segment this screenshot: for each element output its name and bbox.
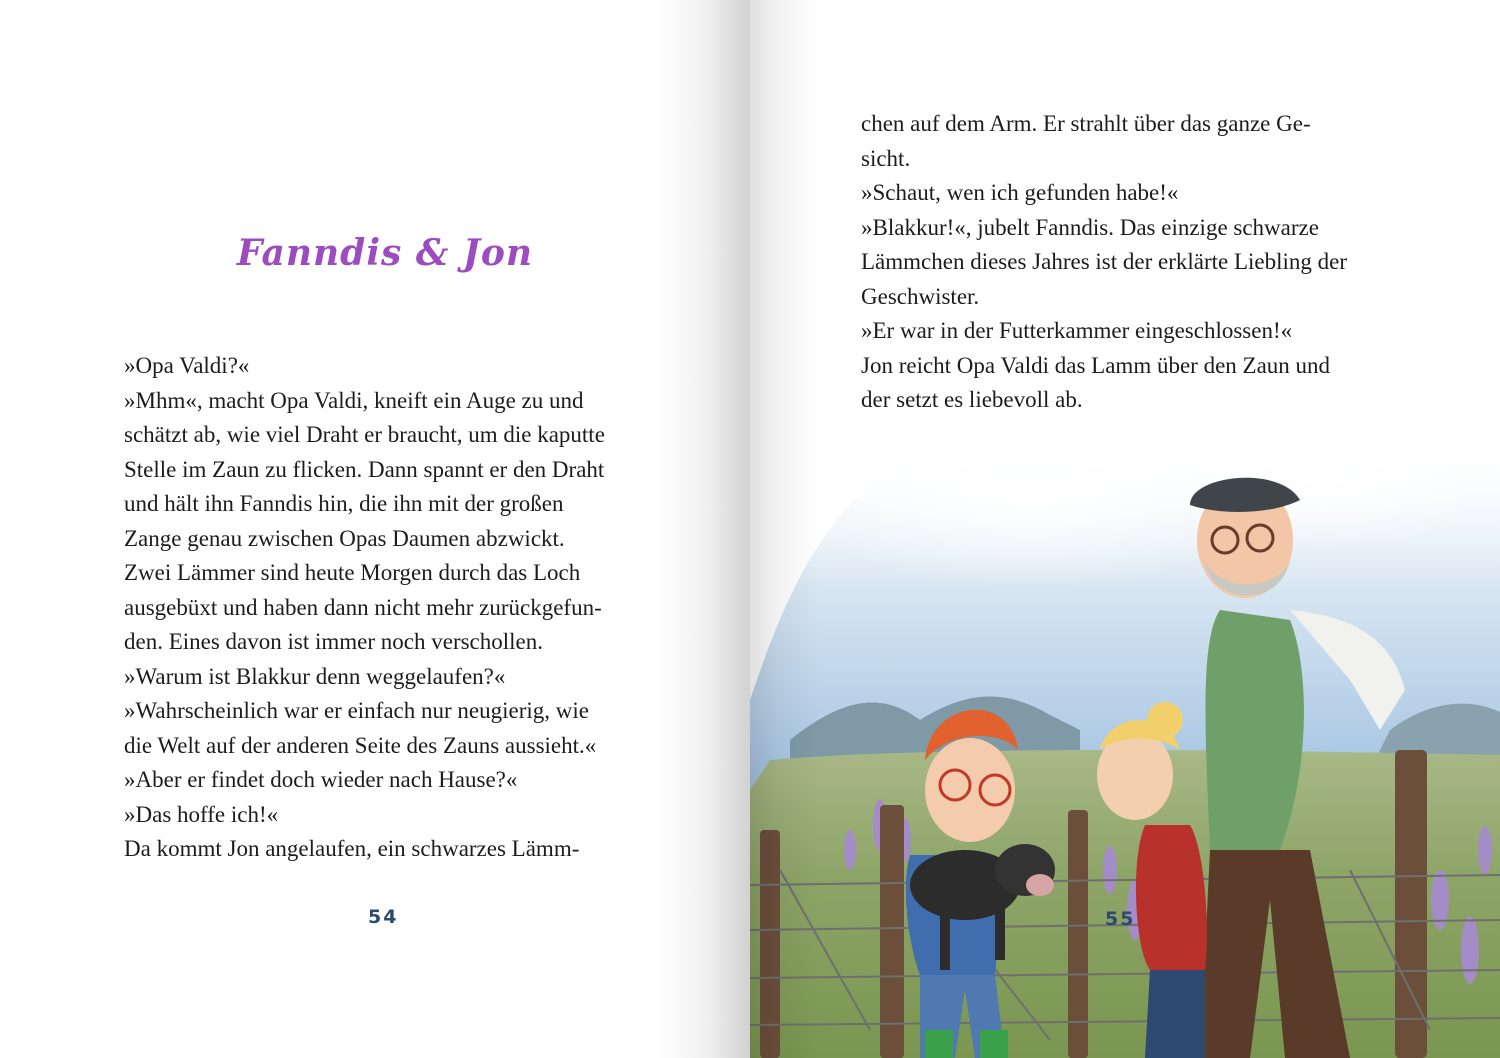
text-line: Lämmchen dieses Jahres ist der erklärte Liebling der xyxy=(861,249,1348,274)
text-line: den. Eines davon ist immer noch verschollen. xyxy=(124,629,544,654)
left-page-text xyxy=(124,349,664,867)
text-line: der setzt es liebevoll ab. xyxy=(861,387,1083,412)
text-line: sicht. xyxy=(861,145,911,171)
illustration-grandpa-children-lamb xyxy=(750,430,1500,1058)
text-line: und hält ihn Fanndis hin, die ihn mit der großen xyxy=(124,491,564,516)
text-line: Zange genau zwischen Opas Daumen abzwickt. xyxy=(124,525,565,551)
text-line: schätzt ab, wie viel Draht er braucht, um die kaputte xyxy=(124,422,605,447)
chapter-title: Fanndis & Jon xyxy=(236,232,534,274)
page-number-left: 54 xyxy=(368,906,399,928)
text-line: die Welt auf der anderen Seite des Zauns aussieht.« xyxy=(124,732,597,758)
text-line: Da kommt Jon angelaufen, ein schwarzes Lämm- xyxy=(124,836,580,861)
text-line: »Er war in der Futterkammer eingeschlossen!« xyxy=(861,318,1293,343)
page-number-right: 55 xyxy=(1105,908,1136,930)
text-line: »Mhm«, macht Opa Valdi, kneift ein Auge zu und xyxy=(124,387,584,413)
green-boot xyxy=(980,1030,1008,1058)
text-line: chen auf dem Arm. Er strahlt über das ganze Ge- xyxy=(861,111,1311,136)
text-line: Jon reicht Opa Valdi das Lamm über den Zaun und xyxy=(861,352,1331,378)
text-line: »Aber er findet doch wieder nach Hause?« xyxy=(124,767,518,792)
right-page-text xyxy=(861,107,1421,418)
text-line: »Wahrscheinlich war er einfach nur neugierig, wie xyxy=(124,698,589,723)
right-page xyxy=(750,0,1500,1058)
cloud xyxy=(800,435,1220,605)
text-line: Stelle im Zaun zu flicken. Dann spannt er den Draht xyxy=(124,456,605,482)
text-line: Zwei Lämmer sind heute Morgen durch das Loch xyxy=(124,560,581,585)
text-line: »Schaut, wen ich gefunden habe!« xyxy=(861,180,1179,205)
gutter-shadow-left xyxy=(655,0,750,1058)
text-line: »Das hoffe ich!« xyxy=(124,801,279,827)
green-boot xyxy=(925,1030,953,1058)
text-line: ausgebüxt und haben dann nicht mehr zurückgefun- xyxy=(124,594,602,620)
text-line: »Blakkur!«, jubelt Fanndis. Das einzige schwarze xyxy=(861,214,1319,240)
text-line: »Warum ist Blakkur denn weggelaufen?« xyxy=(124,663,506,689)
text-line: »Opa Valdi?« xyxy=(124,353,250,378)
text-line: Geschwister. xyxy=(861,283,980,309)
